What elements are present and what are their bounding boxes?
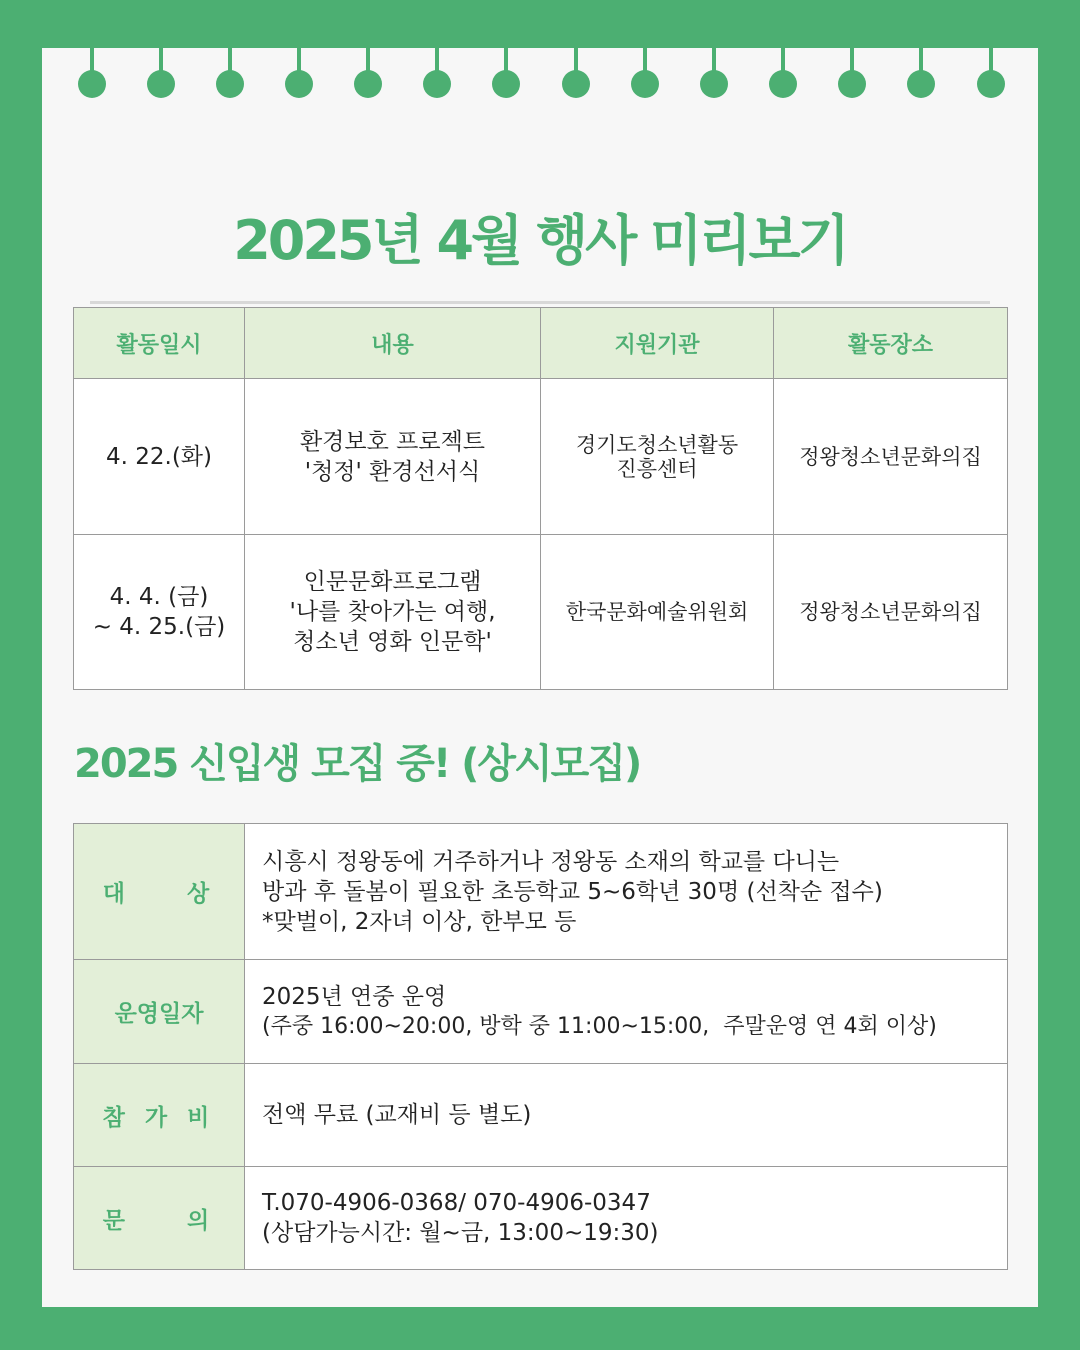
page-title: 2025년 4월 행사 미리보기 bbox=[233, 209, 847, 272]
ring-icon bbox=[216, 48, 244, 98]
ring-icon bbox=[423, 48, 451, 98]
table-row bbox=[74, 1167, 1008, 1270]
ring-icon bbox=[769, 48, 797, 98]
ring-icon bbox=[700, 48, 728, 98]
table-row bbox=[74, 960, 1008, 1064]
event-content: 환경보호 프로젝트 '청정' 환경선서식 bbox=[245, 379, 541, 535]
row-label-fee: 참 가 비 bbox=[74, 1064, 245, 1167]
event-agency: 한국문화예술위원회 bbox=[541, 535, 774, 690]
recruit-table bbox=[73, 823, 1008, 1270]
row-value-fee: 전액 무료 (교재비 등 별도) bbox=[245, 1064, 1008, 1167]
row-value-target: 시흥시 정왕동에 거주하거나 정왕동 소재의 학교를 다니는 방과 후 돌봄이 필요한 초등학교 5~6학년 30명 (선착순 접수) *맞벌이, 2자녀 이상, 한부모 등 bbox=[245, 824, 1008, 960]
column-header-content: 내용 bbox=[245, 308, 541, 379]
table-row bbox=[74, 1064, 1008, 1167]
ring-icon bbox=[907, 48, 935, 98]
column-header-place: 활동장소 bbox=[774, 308, 1008, 379]
ring-icon bbox=[354, 48, 382, 98]
ring-icon bbox=[631, 48, 659, 98]
binder-rings bbox=[42, 48, 1038, 108]
column-header-agency: 지원기관 bbox=[541, 308, 774, 379]
event-place: 정왕청소년문화의집 bbox=[774, 379, 1008, 535]
ring-icon bbox=[147, 48, 175, 98]
event-date: 4. 4. (금) ~ 4. 25.(금) bbox=[74, 535, 245, 690]
ring-icon bbox=[977, 48, 1005, 98]
divider bbox=[90, 301, 990, 304]
table-header-row bbox=[74, 308, 1008, 379]
ring-icon bbox=[838, 48, 866, 98]
column-header-date: 활동일시 bbox=[74, 308, 245, 379]
table-row bbox=[74, 824, 1008, 960]
row-label-schedule: 운영일자 bbox=[74, 960, 245, 1064]
table-row bbox=[74, 535, 1008, 690]
ring-icon bbox=[492, 48, 520, 98]
events-table bbox=[73, 307, 1008, 690]
event-place: 정왕청소년문화의집 bbox=[774, 535, 1008, 690]
event-content: 인문문화프로그램 '나를 찾아가는 여행, 청소년 영화 인문학' bbox=[245, 535, 541, 690]
event-agency: 경기도청소년활동 진흥센터 bbox=[541, 379, 774, 535]
row-label-target: 대 상 bbox=[74, 824, 245, 960]
event-date: 4. 22.(화) bbox=[74, 379, 245, 535]
ring-icon bbox=[285, 48, 313, 98]
recruit-title: 2025 신입생 모집 중! (상시모집) bbox=[74, 741, 641, 787]
table-row bbox=[74, 379, 1008, 535]
ring-icon bbox=[562, 48, 590, 98]
row-label-inquiry: 문 의 bbox=[74, 1167, 245, 1270]
notepad-paper bbox=[42, 48, 1038, 1307]
row-value-inquiry: T.070-4906-0368/ 070-4906-0347 (상담가능시간: 월~금, 13:00~19:30) bbox=[245, 1167, 1008, 1270]
ring-icon bbox=[78, 48, 106, 98]
row-value-schedule: 2025년 연중 운영 (주중 16:00~20:00, 방학 중 11:00~15:00, 주말운영 연 4회 이상) bbox=[245, 960, 1008, 1064]
